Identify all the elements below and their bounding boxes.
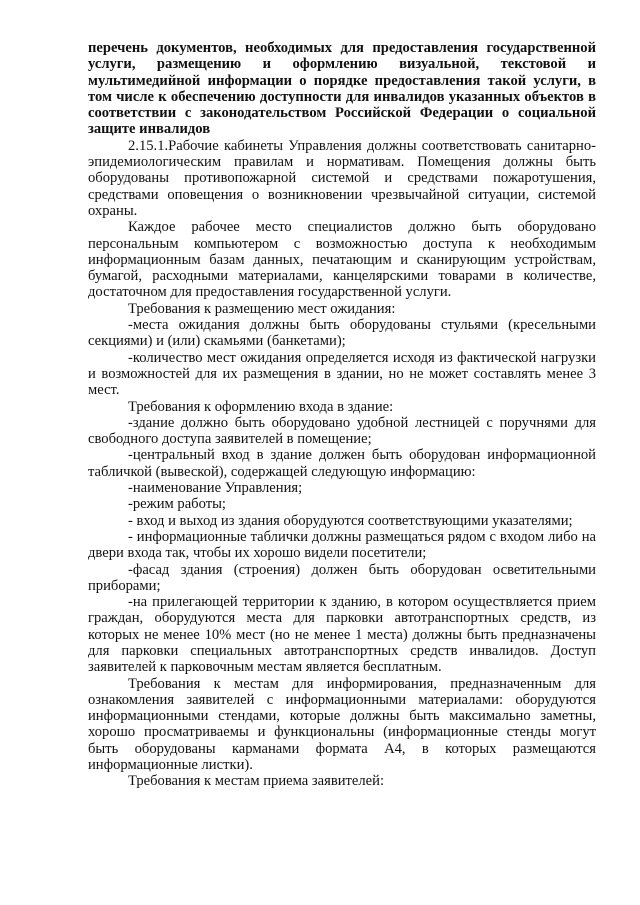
list-item-name: -наименование Управления;	[128, 480, 303, 497]
document-page	[88, 40, 596, 790]
list-item-waiting-count: -количество мест ожидания определяется исходя из фактической нагрузки и возможностей для их размещения в здании, но не может составлять менее 3 мест.	[88, 349, 596, 399]
paragraph-workplace: Каждое рабочее место специалистов должно быть оборудовано персональным компьютером с возможностью доступа к необходимым информационным базам данных, печатающим и сканирующим устройствам, бумагой, расходными материалами, канцелярскими товарами в количестве, достаточном для предоставления государственной услуги.	[88, 219, 596, 301]
list-item-sign: -центральный вход в здание должен быть оборудован информационной табличкой (вывеской), содержащей следующую информацию:	[88, 447, 596, 480]
section-heading: перечень документов, необходимых для предоставления государственной услуги, размещению и оформлению визуальной, текстовой и мультимедийной информации о порядке предоставления такой услуги, в том числе к обеспечению доступности для инвалидов указанных объектов в соответствии с законодательством Российской Федерации о социальной защите инвалидов	[88, 40, 596, 138]
paragraph-entrance-heading: Требования к оформлению входа в здание:	[128, 398, 394, 415]
list-item-plates: - информационные таблички должны размещаться рядом с входом либо на двери входа так, чтобы их хорошо видели посетители;	[88, 528, 596, 562]
list-item-pointers: - вход и выход из здания оборудуются соответствующими указателями;	[128, 512, 573, 529]
list-item-facade: -фасад здания (строения) должен быть оборудован осветительными приборами;	[88, 561, 596, 594]
paragraph-workrooms: 2.15.1.Рабочие кабинеты Управления должны соответствовать санитарно-эпидемиологическим правилам и нормативам. Помещения должны быть оборудованы противопожарной системой и средствами пожаротушения, средствами оповещения о возникновении чрезвычайной ситуации, системой охраны.	[88, 137, 596, 219]
list-item-parking: -на прилегающей территории к зданию, в котором осуществляется прием граждан, оборудуются места для парковки автотранспортных средств, из которых не менее 10% мест (но не менее 1 места) должны быть предназначены для парковки специальных автотранспортных средств инвалидов. Доступ заявителей к парковочным местам является бесплатным.	[88, 594, 596, 676]
paragraph-info-places: Требования к местам для информирования, предназначенным для ознакомления заявителей с информационными материалами: оборудуются информационными стендами, которые должны быть максимально заметны, хорошо просматриваемы и функциональны (информационные стенды могут быть оборудованы карманами формата А4, в которых размещаются информационные листки).	[88, 675, 596, 774]
list-item-schedule: -режим работы;	[128, 496, 226, 513]
paragraph-reception-heading: Требования к местам приема заявителей:	[128, 773, 385, 790]
paragraph-waiting-heading: Требования к размещению мест ожидания:	[128, 300, 396, 317]
list-item-waiting-seats: -места ожидания должны быть оборудованы стульями (кресельными секциями) и (или) скамьями (банкетами);	[88, 317, 596, 350]
list-item-stairs: -здание должно быть оборудовано удобной лестницей с поручнями для свободного доступа заявителей в помещение;	[88, 414, 596, 448]
